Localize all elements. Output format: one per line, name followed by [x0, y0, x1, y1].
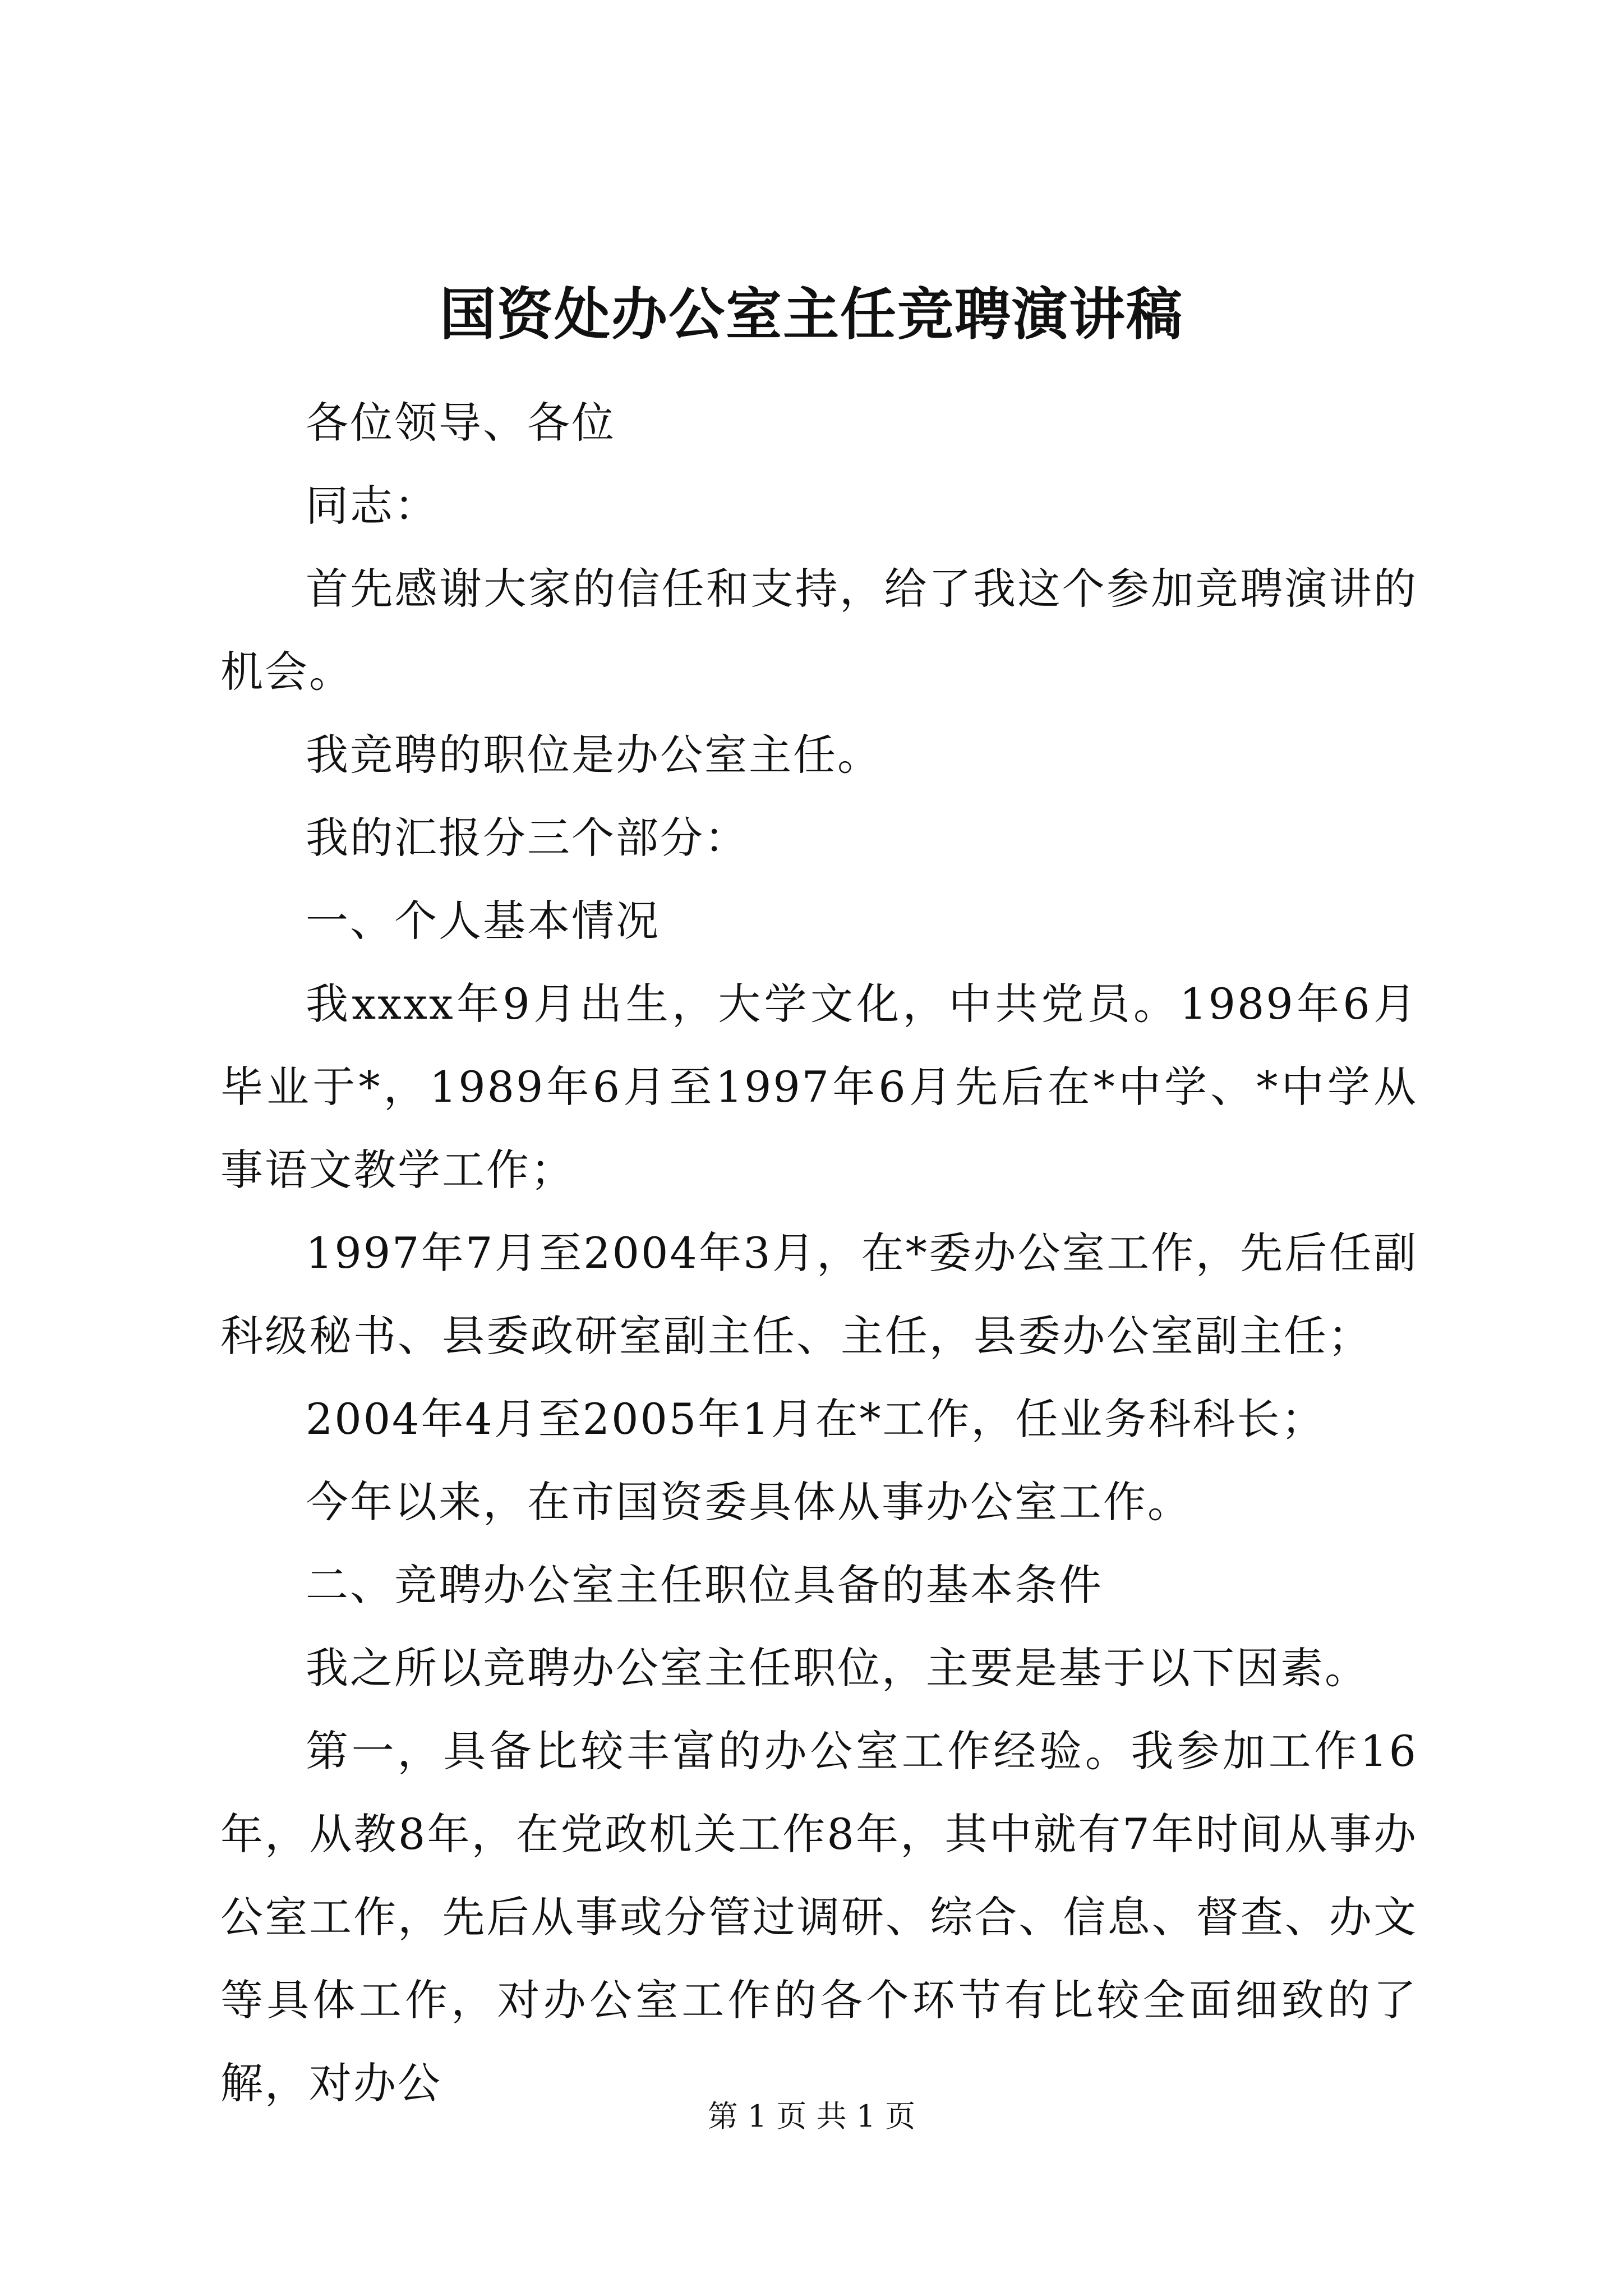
paragraph-biography-4: 今年以来，在市国资委具体从事办公室工作。	[306, 1477, 1192, 1527]
paragraph-biography-2: 1997年7月至2004年3月，在*委办公室工作，先后任副科级秘书、县委政研室副主任、主任，县委办公室副主任；	[220, 1228, 1418, 1361]
paragraph-salutation-2: 同志：	[306, 481, 439, 531]
section-heading-1: 一、个人基本情况	[306, 896, 660, 946]
paragraph-salutation-1: 各位领导、各位	[306, 398, 616, 448]
paragraph-report-outline: 我的汇报分三个部分：	[306, 813, 749, 863]
section-heading-2: 二、竞聘办公室主任职位具备的基本条件	[306, 1560, 1103, 1610]
document-body	[220, 381, 1418, 2125]
paragraph-thanks: 首先感谢大家的信任和支持，给了我这个参加竞聘演讲的机会。	[220, 564, 1418, 697]
paragraph-reason-1: 第一，具备比较丰富的办公室工作经验。我参加工作16年，从教8年，在党政机关工作8年，其中就有7年时间从事办公室工作，先后从事或分管过调研、综合、信息、督查、办文等具体工作，对办公室工作的各个环节有比较全面细致的了解，对办公	[220, 1726, 1418, 2108]
paragraph-position: 我竞聘的职位是办公室主任。	[306, 730, 882, 780]
page-number-footer: 第 1 页 共 1 页	[707, 2099, 916, 2134]
paragraph-biography-3: 2004年4月至2005年1月在*工作，任业务科科长；	[306, 1394, 1326, 1444]
paragraph-biography-1: 我xxxx年9月出生，大学文化，中共党员。1989年6月毕业于*，1989年6月至1997年6月先后在*中学、*中学从事语文教学工作；	[220, 979, 1418, 1195]
document-title: 国资处办公室主任竞聘演讲稿	[440, 281, 1183, 347]
paragraph-reasons-intro: 我之所以竞聘办公室主任职位，主要是基于以下因素。	[306, 1643, 1369, 1693]
